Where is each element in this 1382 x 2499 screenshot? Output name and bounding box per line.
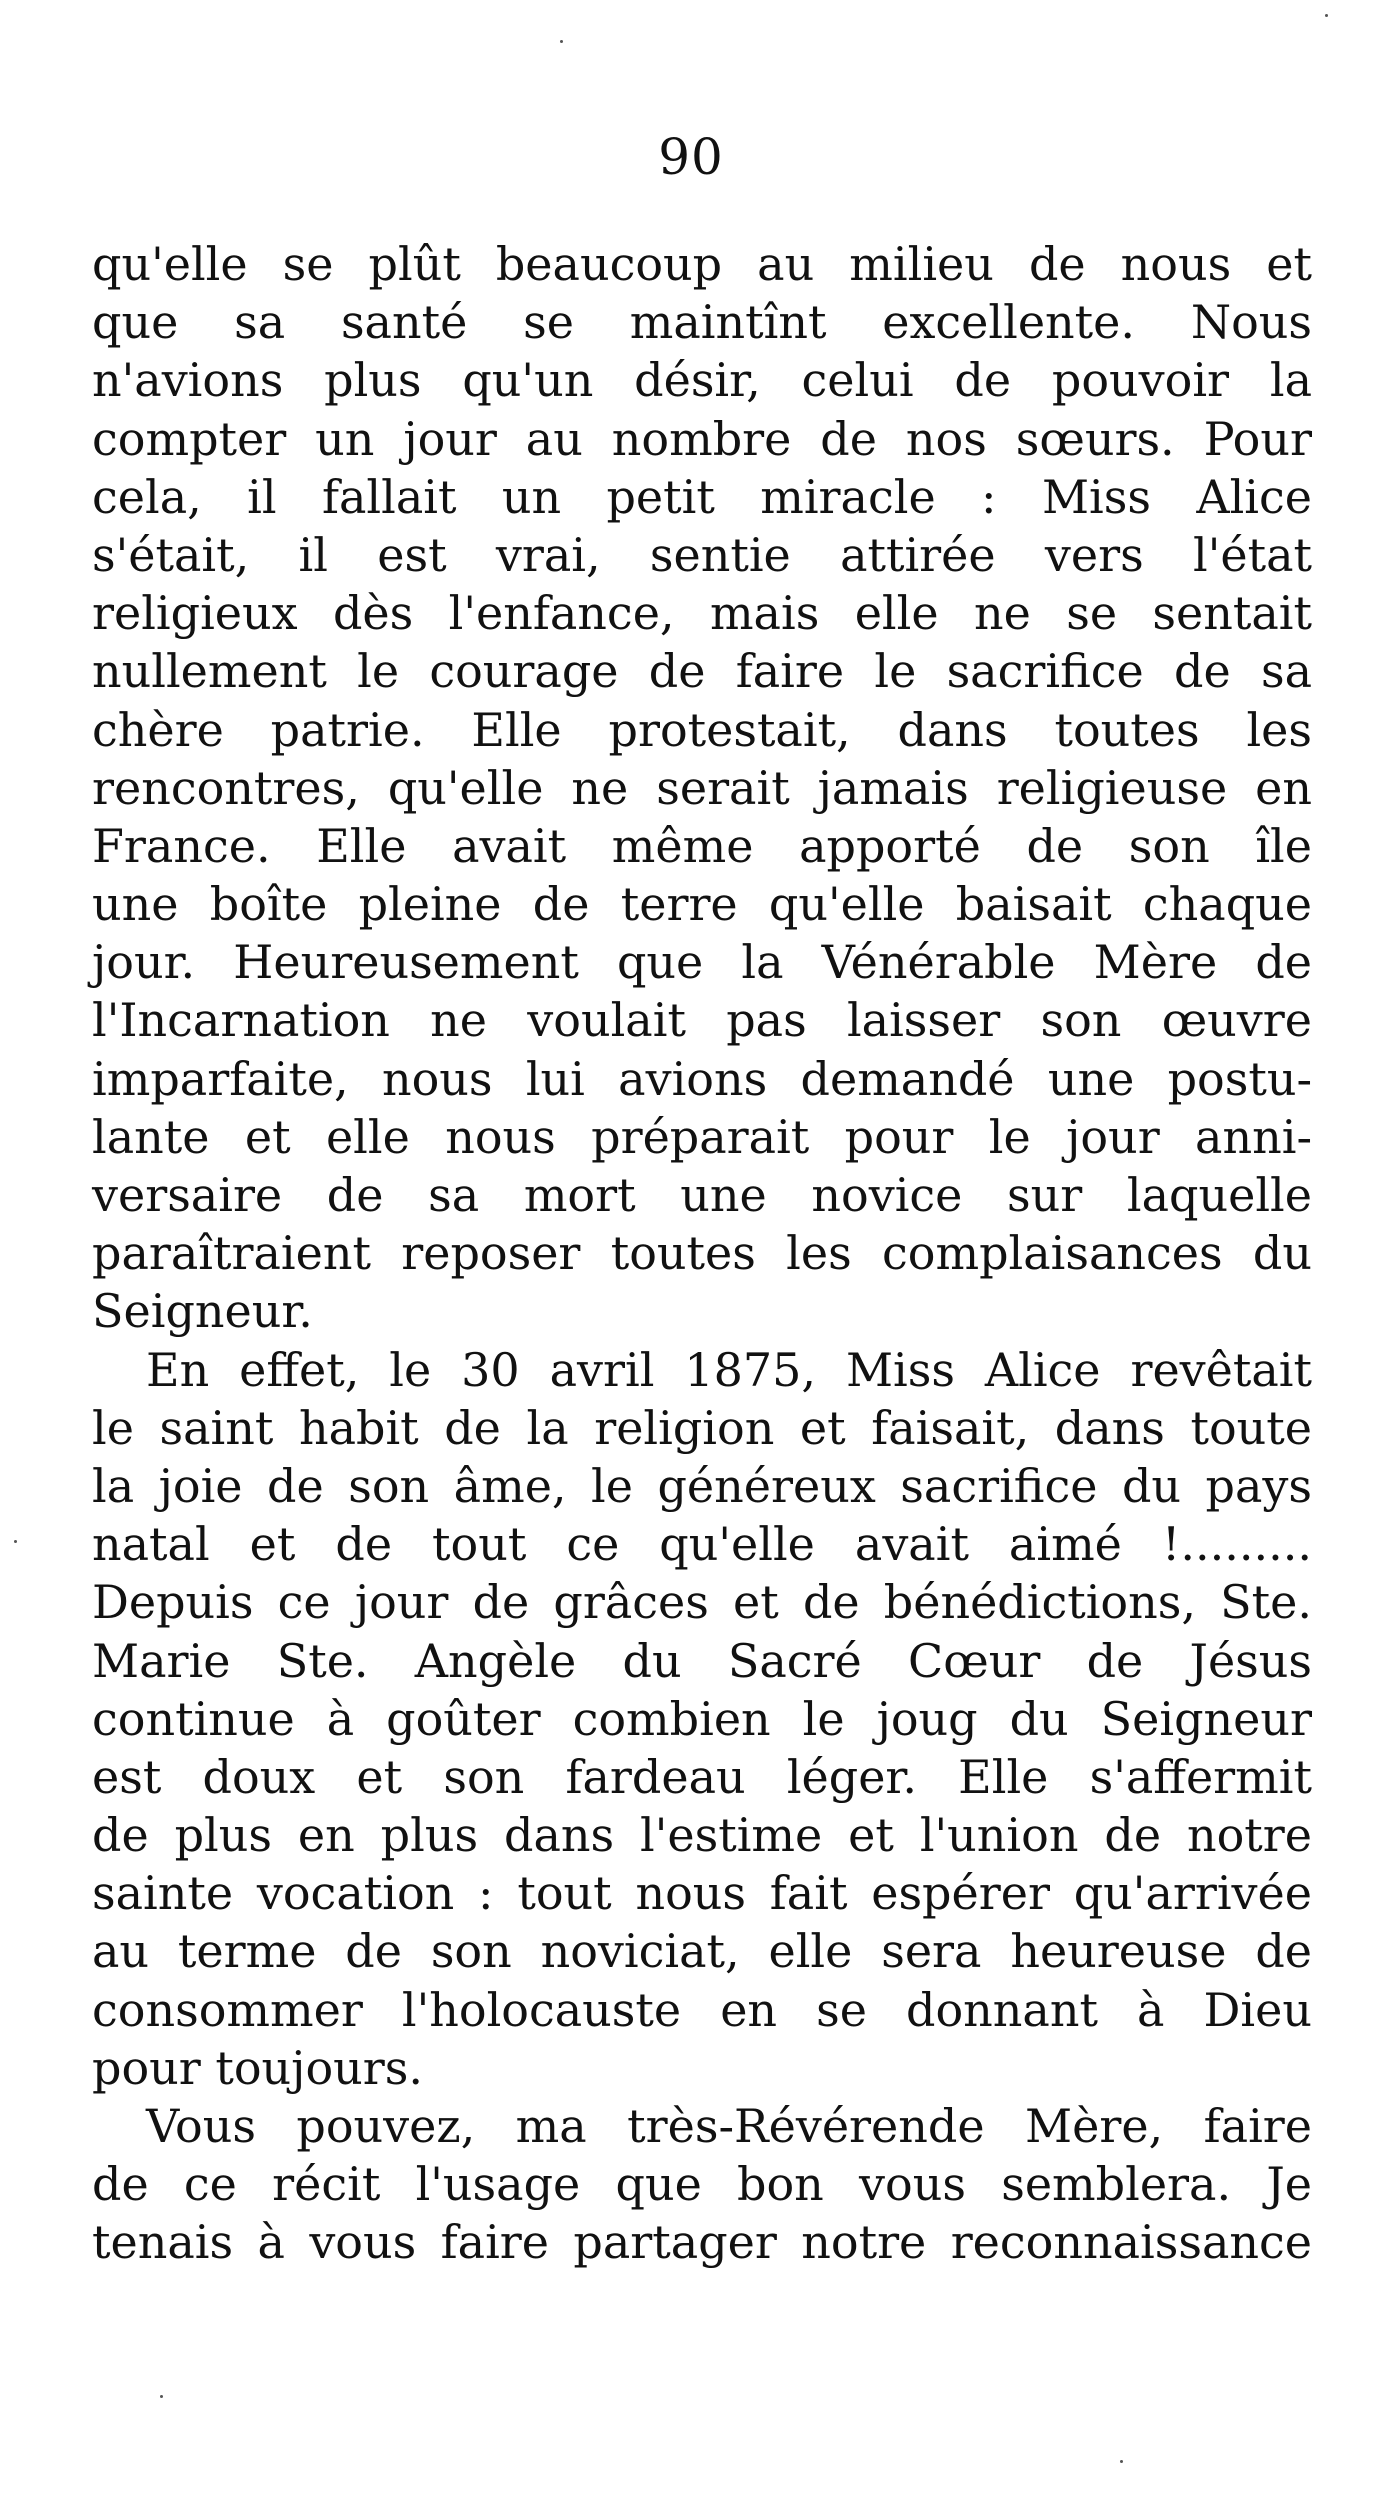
text-line: jour. Heureusement que la Vénérable Mère de	[92, 935, 1312, 990]
text-line: compter un jour au nombre de nos sœurs. Pour	[92, 411, 1312, 466]
text-line: Marie Ste. Angèle du Sacré Cœur de Jésus	[92, 1633, 1312, 1688]
scan-speck	[1325, 14, 1328, 17]
text-line: de plus en plus dans l'estime et l'union de notre	[92, 1808, 1312, 1863]
text-line: pour toujours.	[92, 2040, 423, 2095]
text-line: natal et de tout ce qu'elle avait aimé !.........	[92, 1517, 1312, 1572]
text-line: une boîte pleine de terre qu'elle baisait chaque	[92, 877, 1312, 932]
text-line: cela, il fallait un petit miracle : Miss Alice	[92, 469, 1312, 524]
text-line: France. Elle avait même apporté de son île	[92, 818, 1312, 873]
text-line: consommer l'holocauste en se donnant à Dieu	[92, 1982, 1312, 2037]
text-line: que sa santé se maintînt excellente. Nous	[92, 295, 1312, 350]
text-line: Seigneur.	[92, 1284, 313, 1339]
text-line: Depuis ce jour de grâces et de bénédictions, Ste.	[92, 1575, 1312, 1630]
text-line: au terme de son noviciat, elle sera heureuse de	[92, 1924, 1312, 1979]
text-line: s'était, il est vrai, sentie attirée vers l'état	[92, 527, 1312, 582]
scan-speck	[1120, 2460, 1123, 2463]
text-line: tenais à vous faire partager notre reconnaissance	[92, 2215, 1312, 2270]
text-line: chère patrie. Elle protestait, dans toutes les	[92, 702, 1312, 757]
text-line: imparfaite, nous lui avions demandé une postu-	[92, 1051, 1312, 1106]
text-line: continue à goûter combien le joug du Seigneur	[92, 1691, 1312, 1746]
text-line: qu'elle se plût beaucoup au milieu de nous et	[92, 237, 1312, 291]
text-line: versaire de sa mort une novice sur laquelle	[92, 1168, 1312, 1222]
scan-speck	[14, 1540, 17, 1543]
scan-speck	[560, 40, 563, 43]
scan-speck	[160, 2395, 163, 2398]
text-line: la joie de son âme, le généreux sacrifice du pays	[92, 1458, 1312, 1513]
page-number: 90	[658, 128, 724, 186]
text-line: Vous pouvez, ma très-Révérende Mère, faire	[146, 2099, 1312, 2153]
text-line: l'Incarnation ne voulait pas laisser son œuvre	[92, 993, 1312, 1048]
text-line: lante et elle nous préparait pour le jour anni-	[92, 1109, 1312, 1164]
text-line: le saint habit de la religion et faisait, dans toute	[92, 1400, 1312, 1455]
text-line: nullement le courage de faire le sacrifice de sa	[92, 644, 1312, 699]
text-line: religieux dès l'enfance, mais elle ne se sentait	[92, 586, 1312, 641]
text-line: de ce récit l'usage que bon vous semblera. Je	[92, 2157, 1312, 2212]
text-line: est doux et son fardeau léger. Elle s'affermit	[92, 1749, 1312, 1804]
text-line: En effet, le 30 avril 1875, Miss Alice revêtait	[146, 1342, 1312, 1397]
text-line: rencontres, qu'elle ne serait jamais religieuse en	[92, 760, 1312, 815]
text-line: n'avions plus qu'un désir, celui de pouvoir la	[92, 353, 1312, 408]
text-line: paraîtraient reposer toutes les complaisances du	[92, 1226, 1312, 1281]
text-line: sainte vocation : tout nous fait espérer qu'arrivée	[92, 1866, 1312, 1921]
body-text	[92, 235, 1312, 2272]
